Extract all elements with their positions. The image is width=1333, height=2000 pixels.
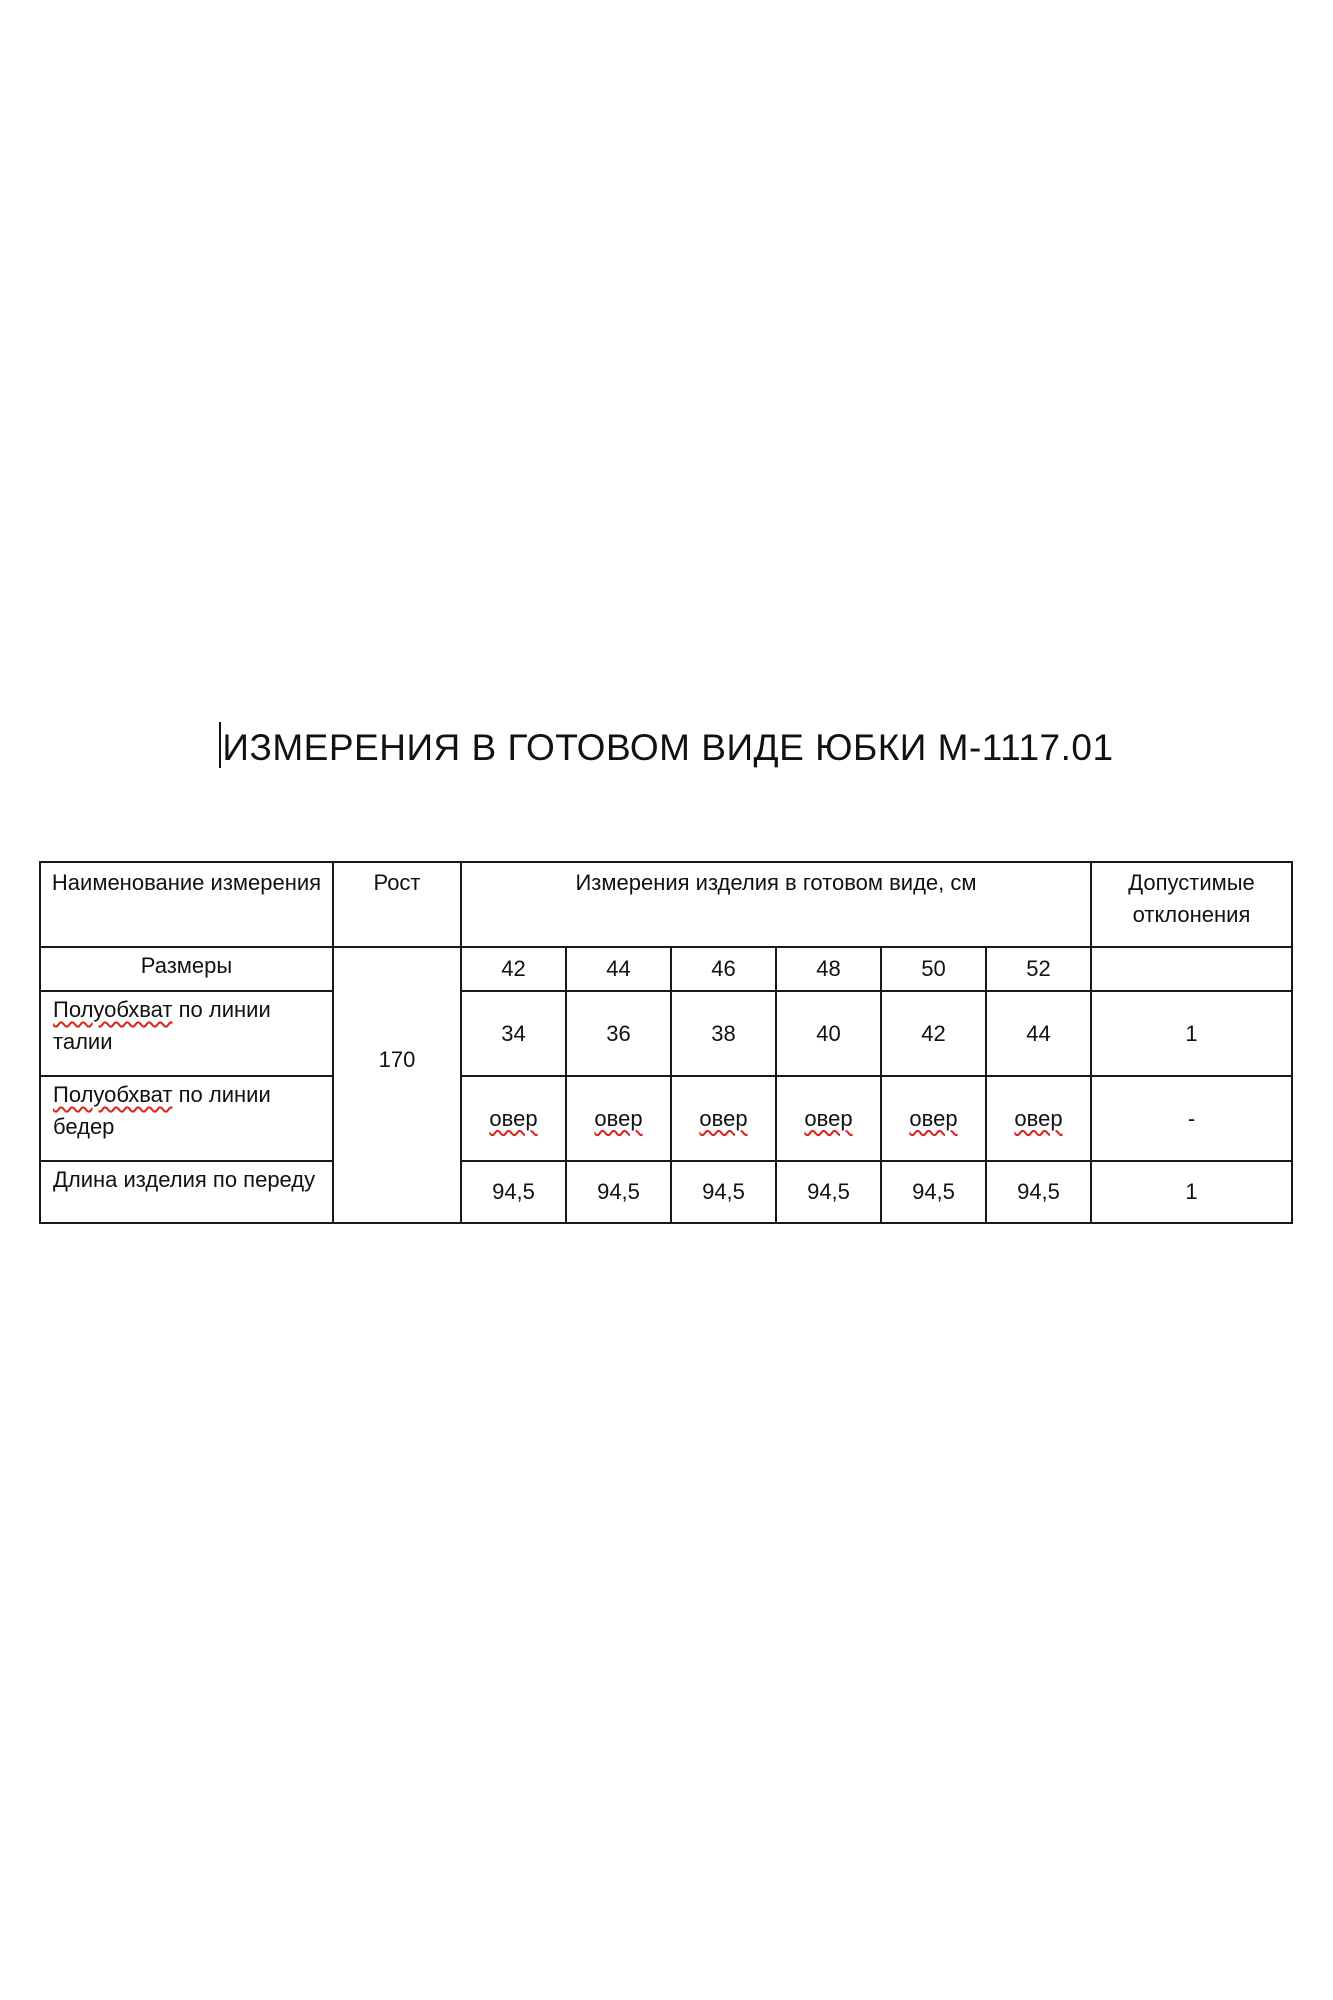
value-cell: 38 bbox=[671, 991, 776, 1076]
size-cell: 46 bbox=[671, 947, 776, 991]
sizes-label-cell: Размеры bbox=[40, 947, 333, 991]
header-tolerance-cell: Допустимые отклонения bbox=[1091, 862, 1292, 947]
row-label-length bbox=[40, 1161, 333, 1223]
spellcheck-word: овер bbox=[804, 1105, 853, 1131]
spellcheck-word: овер bbox=[1014, 1105, 1063, 1131]
tolerance-cell: - bbox=[1091, 1076, 1292, 1161]
value-cell: 42 bbox=[881, 991, 986, 1076]
value-cell: 94,5 bbox=[776, 1161, 881, 1223]
spellcheck-word: овер bbox=[594, 1105, 643, 1131]
table-header-row bbox=[40, 862, 1292, 947]
sizes-row bbox=[40, 947, 1292, 991]
size-cell: 48 bbox=[776, 947, 881, 991]
sizes-tolerance-cell bbox=[1091, 947, 1292, 991]
value-cell bbox=[881, 1076, 986, 1161]
size-cell: 42 bbox=[461, 947, 566, 991]
table-row-waist bbox=[40, 991, 1292, 1076]
value-cell: 94,5 bbox=[881, 1161, 986, 1223]
value-cell: 34 bbox=[461, 991, 566, 1076]
spellcheck-word: овер bbox=[699, 1105, 748, 1131]
size-cell: 50 bbox=[881, 947, 986, 991]
spellcheck-word: Полуобхват bbox=[53, 1082, 173, 1107]
value-cell bbox=[461, 1076, 566, 1161]
value-cell: 94,5 bbox=[461, 1161, 566, 1223]
spellcheck-word: Полуобхват bbox=[53, 997, 173, 1022]
value-cell: 44 bbox=[986, 991, 1091, 1076]
table-row-hips bbox=[40, 1076, 1292, 1161]
header-height-cell: Рост bbox=[333, 862, 461, 947]
size-cell: 44 bbox=[566, 947, 671, 991]
value-cell: 40 bbox=[776, 991, 881, 1076]
document-title-text: ИЗМЕРЕНИЯ В ГОТОВОМ ВИДЕ ЮБКИ М-1117.01 bbox=[222, 727, 1114, 768]
row-label-hips bbox=[40, 1076, 333, 1161]
header-measurements-cell: Измерения изделия в готовом виде, см bbox=[461, 862, 1091, 947]
tolerance-cell: 1 bbox=[1091, 1161, 1292, 1223]
header-name-cell: Наименование измерения bbox=[40, 862, 333, 947]
measurements-table bbox=[39, 861, 1293, 1224]
tolerance-cell: 1 bbox=[1091, 991, 1292, 1076]
row-label-rest: по линии талии bbox=[53, 997, 271, 1054]
spellcheck-word: овер bbox=[489, 1105, 538, 1131]
value-cell bbox=[776, 1076, 881, 1161]
value-cell: 36 bbox=[566, 991, 671, 1076]
value-cell bbox=[986, 1076, 1091, 1161]
value-cell: 94,5 bbox=[671, 1161, 776, 1223]
document-title bbox=[0, 718, 1333, 778]
height-value-cell: 170 bbox=[333, 947, 461, 1223]
row-label-waist bbox=[40, 991, 333, 1076]
table-row-length bbox=[40, 1161, 1292, 1223]
value-cell bbox=[566, 1076, 671, 1161]
size-cell: 52 bbox=[986, 947, 1091, 991]
spellcheck-word: овер bbox=[909, 1105, 958, 1131]
row-label-rest: по линии бедер bbox=[53, 1082, 271, 1139]
value-cell: 94,5 bbox=[566, 1161, 671, 1223]
value-cell bbox=[671, 1076, 776, 1161]
value-cell: 94,5 bbox=[986, 1161, 1091, 1223]
row-label-text: Длина изделия по переду bbox=[53, 1167, 316, 1192]
